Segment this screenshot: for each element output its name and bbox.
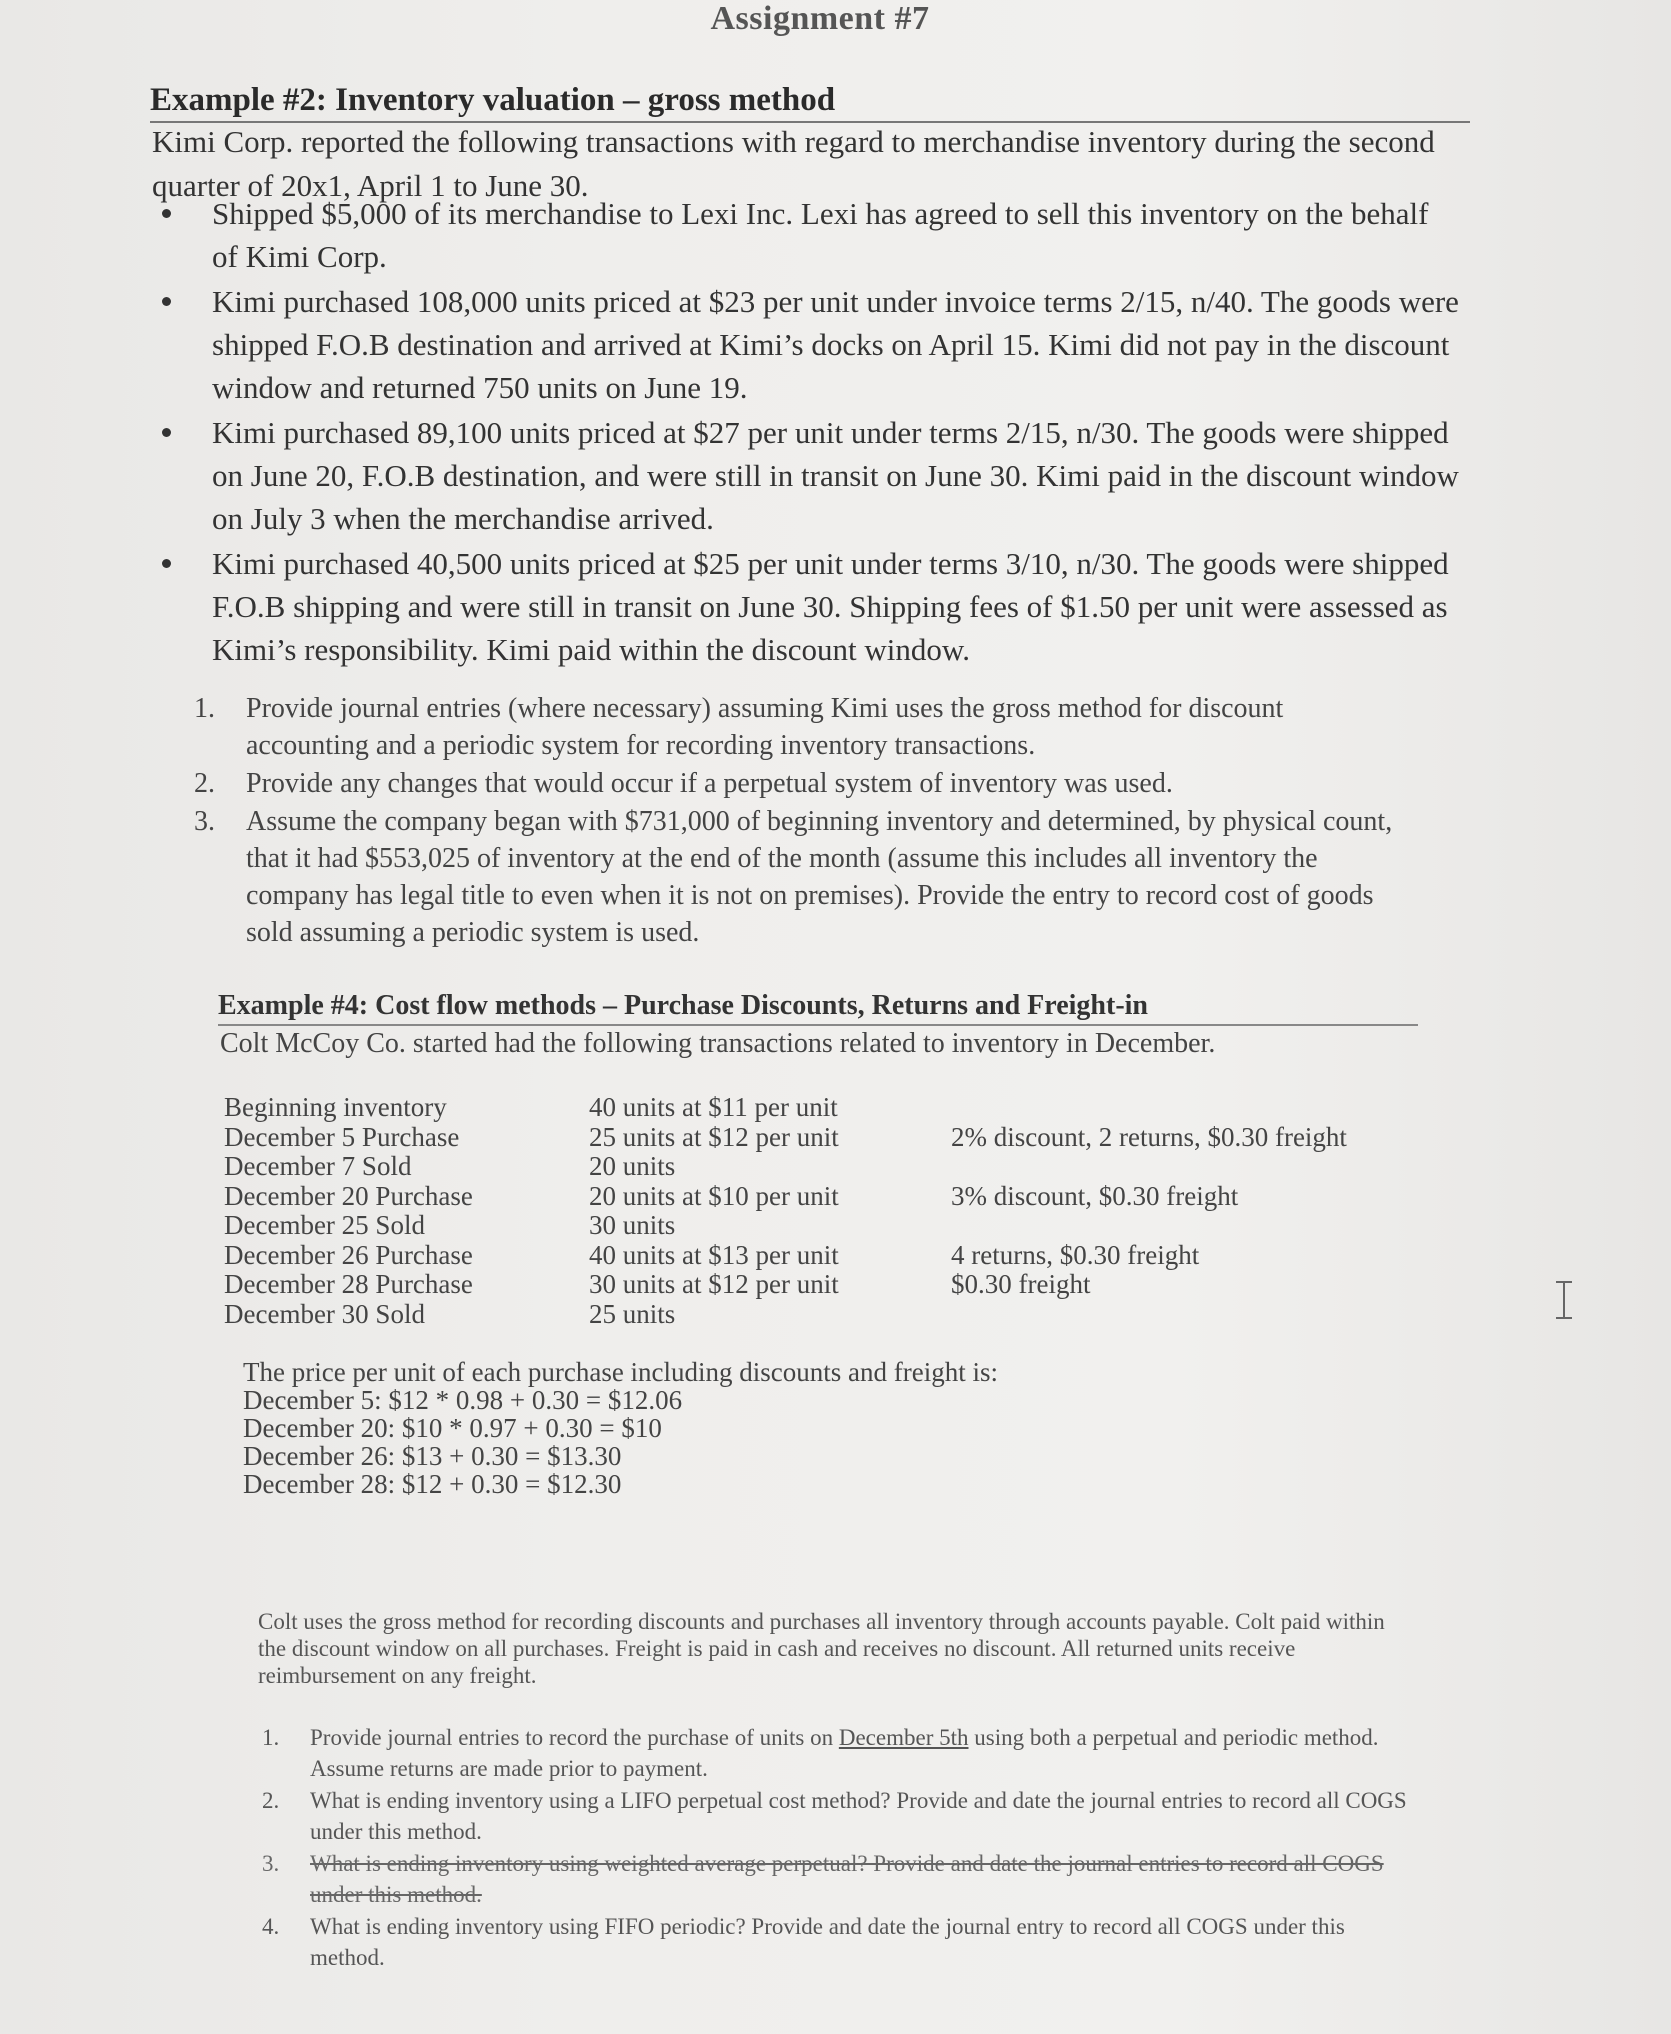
list-item: Kimi purchased 108,000 units priced at $23 per unit under invoice terms 2/15, n/40. The goods were shipped F.O.B destination and arrived at Kimi’s docks on April 15. Kimi did not pay in the discount window and returned 750 units on June 19. <box>162 280 1462 409</box>
december-5th-link[interactable]: December 5th <box>838 1725 969 1750</box>
price-line: December 20: $10 * 0.97 + 0.30 = $10 <box>243 1413 662 1443</box>
question-item-struck: 3. What is ending inventory using weighted average perpetual? Provide and date the journal entries to record all COGS under this method. <box>262 1851 1384 1907</box>
example2-intro: Kimi Corp. reported the following transactions with regard to merchandise inventory during the second quarter of 20x1, April 1 to June 30. <box>152 124 1435 203</box>
question-item: 4. What is ending inventory using FIFO periodic? Provide and date the journal entry to record all COGS under this method. <box>262 1914 1345 1970</box>
question-item: 2. What is ending inventory using a LIFO perpetual cost method? Provide and date the journal entries to record all COGS under this method. <box>262 1788 1407 1844</box>
table-row: December 30 Sold 25 units <box>224 1298 676 1329</box>
page-title: Assignment #7 <box>710 0 930 37</box>
price-intro: The price per unit of each purchase including discounts and freight is: <box>243 1357 999 1387</box>
price-line: December 28: $12 + 0.30 = $12.30 <box>243 1469 622 1499</box>
example4-intro: Colt McCoy Co. started had the following transactions related to inventory in December. <box>220 1028 1216 1059</box>
bullet-icon <box>162 209 171 218</box>
text-cursor-icon <box>1550 1280 1578 1320</box>
question-item: 2. Provide any changes that would occur if a perpetual system of inventory was used. <box>194 768 1173 799</box>
price-per-unit-block <box>243 1358 1143 1498</box>
table-row: December 28 Purchase 30 units at $12 per unit $0.30 freight <box>224 1269 1091 1299</box>
colt-method-paragraph: Colt uses the gross method for recording discounts and purchases all inventory through accounts payable. Colt paid within the discount window on all purchases. Freight is paid in cash and receives no discount. All returned units receive reimbursement on any freight. <box>258 1609 1385 1688</box>
question-item: 1. Provide journal entries to record the purchase of units on December 5th using both a perpetual and periodic method. Assume returns are made prior to payment. <box>262 1725 1379 1781</box>
table-row: December 26 Purchase 40 units at $13 per unit 4 returns, $0.30 freight <box>224 1239 1200 1270</box>
list-item: Kimi purchased 40,500 units priced at $25 per unit under terms 3/10, n/30. The goods were shipped F.O.B shipping and were still in transit on June 30. Shipping fees of $1.50 per unit were assessed as Kimi’s responsibility. Kimi paid within the discount window. <box>162 542 1462 671</box>
example2-question-list <box>194 690 1394 952</box>
bullet-icon <box>162 559 171 568</box>
bullet-icon <box>162 297 171 306</box>
price-line: December 5: $12 * 0.98 + 0.30 = $12.06 <box>243 1385 683 1415</box>
inventory-transactions-table <box>224 1093 1401 1329</box>
price-line: December 26: $13 + 0.30 = $13.30 <box>243 1441 622 1471</box>
question-item: 3. Assume the company began with $731,000 of beginning inventory and determined, by physical count, that it had $553,025 of inventory at the end of the month (assume this includes all inventory the company has legal title to even when it is not on premises). Provide the entry to record cost of goods sold assuming a periodic system is used. <box>194 806 1393 948</box>
example2-heading: Example #2: Inventory valuation – gross method <box>150 82 1470 123</box>
list-item: Shipped $5,000 of its merchandise to Lexi Inc. Lexi has agreed to sell this inventory on the behalf of Kimi Corp. <box>162 192 1462 278</box>
table-row: December 5 Purchase 25 units at $12 per unit 2% discount, 2 returns, $0.30 freight <box>224 1121 1347 1152</box>
table-row: Beginning inventory 40 units at $11 per unit <box>224 1092 838 1122</box>
example2-bullet-list <box>162 192 1462 673</box>
table-row: December 7 Sold 20 units <box>224 1151 676 1181</box>
question-item: 1. Provide journal entries (where necessary) assuming Kimi uses the gross method for discount accounting and a periodic system for recording inventory transactions. <box>194 693 1284 761</box>
example4-heading: Example #4: Cost flow methods – Purchase Discounts, Returns and Freight-in <box>218 990 1418 1026</box>
bullet-icon <box>162 428 171 437</box>
example4-question-list <box>262 1722 1412 1974</box>
table-row: December 25 Sold 30 units <box>224 1210 676 1240</box>
list-item: Kimi purchased 89,100 units priced at $27 per unit under terms 2/15, n/30. The goods were shipped on June 20, F.O.B destination, and were still in transit on June 30. Kimi paid in the discount window on July 3 when the merchandise arrived. <box>162 411 1462 540</box>
table-row: December 20 Purchase 20 units at $10 per unit 3% discount, $0.30 freight <box>224 1180 1239 1211</box>
